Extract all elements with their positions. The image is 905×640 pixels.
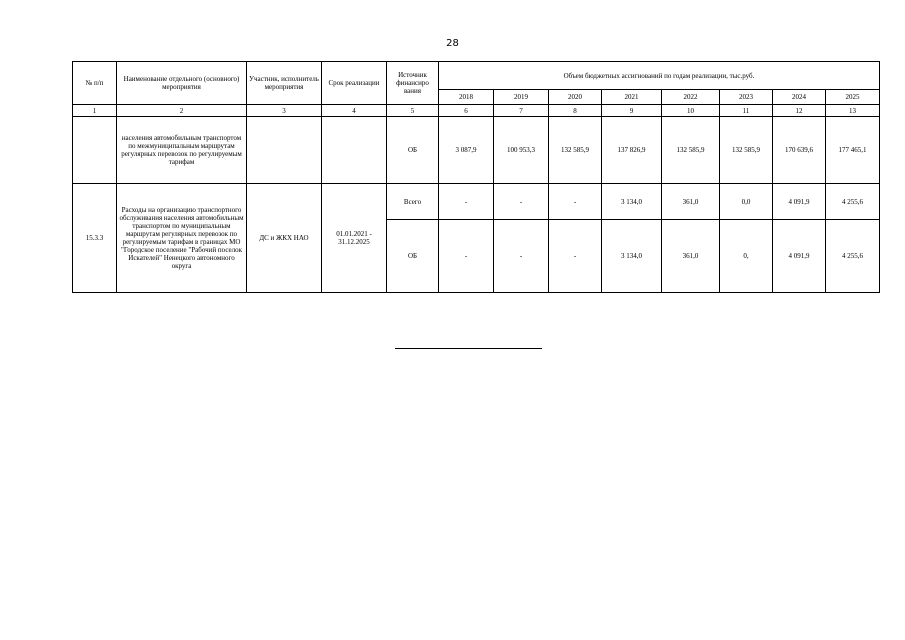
row-value-cell: -: [439, 220, 494, 293]
column-number: 10: [662, 105, 720, 117]
row-value-cell: 361,0: [662, 184, 720, 220]
row-value-cell: 0,: [720, 220, 773, 293]
header-year: 2018: [439, 90, 494, 105]
column-number: 3: [247, 105, 322, 117]
budget-table: [72, 61, 880, 293]
table-row-continuation: [73, 117, 880, 184]
row-source-cell: Всего: [387, 184, 439, 220]
row-value-cell: 3 134,0: [602, 184, 662, 220]
row-value-cell: 4 255,6: [826, 220, 880, 293]
row-value-cell: -: [494, 184, 549, 220]
row-value-cell: 361,0: [662, 220, 720, 293]
column-number: 12: [773, 105, 826, 117]
header-row: [73, 62, 880, 90]
row-participant-cell: [247, 117, 322, 184]
row-value-cell: 3 134,0: [602, 220, 662, 293]
row-value-cell: 4 255,6: [826, 184, 880, 220]
header-year: 2024: [773, 90, 826, 105]
row-source-cell: ОБ: [387, 117, 439, 184]
row-num-cell: 15.3.3: [73, 184, 117, 293]
column-number: 2: [117, 105, 247, 117]
row-value-cell: 137 826,9: [602, 117, 662, 184]
footer-divider: [395, 348, 542, 349]
header-year: 2023: [720, 90, 773, 105]
column-number: 5: [387, 105, 439, 117]
row-value-cell: 100 953,3: [494, 117, 549, 184]
column-number: 11: [720, 105, 773, 117]
row-value-cell: 132 585,9: [549, 117, 602, 184]
row-source-cell: ОБ: [387, 220, 439, 293]
row-value-cell: 177 465,1: [826, 117, 880, 184]
row-term-cell: 01.01.2021 - 31.12.2025: [322, 184, 387, 293]
row-value-cell: 4 091,9: [773, 220, 826, 293]
row-value-cell: -: [549, 184, 602, 220]
row-value-cell: 3 087,9: [439, 117, 494, 184]
column-number: 6: [439, 105, 494, 117]
column-number: 4: [322, 105, 387, 117]
row-value-cell: -: [494, 220, 549, 293]
header-volume: Объем бюджетных ассигнований по годам реализации, тыс.руб.: [439, 62, 880, 90]
row-value-cell: 0,0: [720, 184, 773, 220]
header-source: Источник финансиро вания: [387, 62, 439, 105]
column-number: 8: [549, 105, 602, 117]
column-number: 13: [826, 105, 880, 117]
row-value-cell: 4 091,9: [773, 184, 826, 220]
header-year: 2019: [494, 90, 549, 105]
table-row-1533-total: [73, 184, 880, 220]
row-term-cell: [322, 117, 387, 184]
header-year: 2025: [826, 90, 880, 105]
row-value-cell: -: [439, 184, 494, 220]
header-term: Срок реализации: [322, 62, 387, 105]
column-number: 9: [602, 105, 662, 117]
header-year: 2021: [602, 90, 662, 105]
row-num-cell: [73, 117, 117, 184]
row-participant-cell: ДС и ЖКХ НАО: [247, 184, 322, 293]
row-value-cell: -: [549, 220, 602, 293]
row-value-cell: 132 585,9: [720, 117, 773, 184]
header-participant: Участник, исполнитель мероприятия: [247, 62, 322, 105]
header-name: Наименование отдельного (основного) мероприятия: [117, 62, 247, 105]
header-year: 2022: [662, 90, 720, 105]
column-number: 7: [494, 105, 549, 117]
header-year: 2020: [549, 90, 602, 105]
page-number: 28: [446, 38, 459, 49]
row-name-cell: Расходы на организацию транспортного обслуживания населения автомобильным транспортом по муниципальным маршрутам регулярных перевозок по регулируемым тарифам в границах МО "Городское поселение "Рабочий поселок Искателей" Ненецкого автономного округа: [117, 184, 247, 293]
column-number-row: [73, 105, 880, 117]
header-num: № п/п: [73, 62, 117, 105]
row-name-cell: населения автомобильным транспортом по межмуниципальным маршрутам регулярных перевозок по регулируемым тарифам: [117, 117, 247, 184]
row-value-cell: 170 639,6: [773, 117, 826, 184]
column-number: 1: [73, 105, 117, 117]
row-value-cell: 132 585,9: [662, 117, 720, 184]
